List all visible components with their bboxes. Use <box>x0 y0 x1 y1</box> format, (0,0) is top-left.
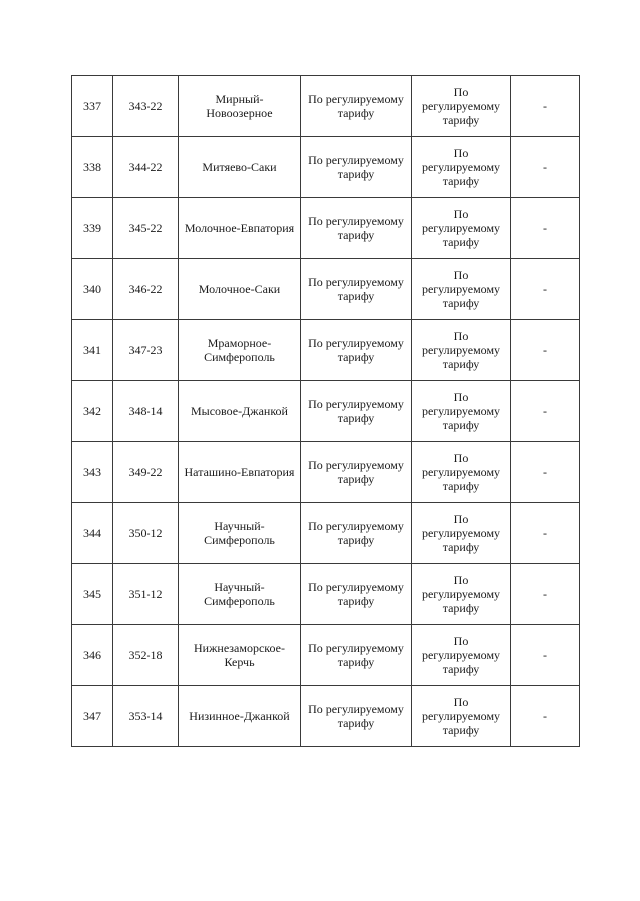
tariff-type-secondary-cell-text: По регулируемому тарифу <box>421 146 501 188</box>
tariff-type-cell-text: По регулируемому тарифу <box>308 702 404 730</box>
tariff-type-cell-text: По регулируемому тарифу <box>308 214 404 242</box>
extra-info-cell <box>511 381 580 442</box>
tariff-type-secondary-cell <box>412 381 511 442</box>
tariff-type-cell-text: По регулируемому тарифу <box>308 275 404 303</box>
extra-info-cell <box>511 137 580 198</box>
route-name-cell-text: Научный- Симферополь <box>204 580 275 608</box>
table-row <box>72 137 580 198</box>
registration-number-cell <box>113 564 179 625</box>
registration-number-cell <box>113 442 179 503</box>
tariff-type-secondary-cell-text: По регулируемому тарифу <box>421 451 501 493</box>
tariff-type-secondary-cell-text: По регулируемому тарифу <box>421 268 501 310</box>
tariff-type-secondary-cell-text: По регулируемому тарифу <box>421 512 501 554</box>
route-number-cell-text: 343 <box>83 465 101 479</box>
route-name-cell-text: Молочное-Саки <box>198 282 281 296</box>
tariff-type-secondary-cell <box>412 259 511 320</box>
tariff-type-cell <box>301 564 412 625</box>
routes-table-body <box>72 76 580 747</box>
route-number-cell <box>72 625 113 686</box>
tariff-type-cell-text: По регулируемому тарифу <box>308 92 404 120</box>
route-name-cell <box>179 625 301 686</box>
extra-info-cell-text: - <box>543 343 547 357</box>
extra-info-cell <box>511 503 580 564</box>
tariff-type-cell <box>301 259 412 320</box>
registration-number-cell <box>113 686 179 747</box>
extra-info-cell <box>511 564 580 625</box>
registration-number-cell <box>113 381 179 442</box>
route-number-cell-text: 347 <box>83 709 101 723</box>
tariff-type-cell <box>301 137 412 198</box>
extra-info-cell-text: - <box>543 526 547 540</box>
route-name-cell-text: Мирный- Новоозерное <box>206 92 273 120</box>
tariff-type-cell-text: По регулируемому тарифу <box>308 397 404 425</box>
table-row <box>72 320 580 381</box>
tariff-type-secondary-cell-text: По регулируемому тарифу <box>421 390 501 432</box>
route-number-cell <box>72 442 113 503</box>
tariff-type-cell <box>301 442 412 503</box>
route-name-cell-text: Нижнезаморское- Керчь <box>194 641 285 669</box>
tariff-type-cell <box>301 320 412 381</box>
route-number-cell-text: 340 <box>83 282 101 296</box>
table-row <box>72 564 580 625</box>
registration-number-cell-text: 350-12 <box>128 526 163 540</box>
route-name-cell-text: Митяево-Саки <box>202 160 277 174</box>
table-row <box>72 686 580 747</box>
registration-number-cell-text: 348-14 <box>128 404 163 418</box>
route-number-cell-text: 337 <box>83 99 101 113</box>
table-row <box>72 625 580 686</box>
route-number-cell-text: 338 <box>83 160 101 174</box>
route-number-cell <box>72 381 113 442</box>
route-number-cell <box>72 198 113 259</box>
extra-info-cell-text: - <box>543 221 547 235</box>
extra-info-cell-text: - <box>543 282 547 296</box>
route-name-cell <box>179 198 301 259</box>
tariff-type-cell <box>301 625 412 686</box>
tariff-type-secondary-cell <box>412 625 511 686</box>
route-name-cell-text: Мысовое-Джанкой <box>191 404 288 418</box>
route-number-cell-text: 339 <box>83 221 101 235</box>
tariff-type-cell <box>301 686 412 747</box>
extra-info-cell <box>511 625 580 686</box>
tariff-type-secondary-cell <box>412 76 511 137</box>
route-name-cell <box>179 76 301 137</box>
tariff-type-secondary-cell-text: По регулируемому тарифу <box>421 329 501 371</box>
route-number-cell <box>72 564 113 625</box>
route-number-cell <box>72 686 113 747</box>
extra-info-cell-text: - <box>543 99 547 113</box>
extra-info-cell <box>511 198 580 259</box>
route-number-cell <box>72 503 113 564</box>
route-name-cell-text: Низинное-Джанкой <box>189 709 290 723</box>
tariff-type-cell-text: По регулируемому тарифу <box>308 458 404 486</box>
registration-number-cell-text: 343-22 <box>128 99 163 113</box>
tariff-type-secondary-cell-text: По регулируемому тарифу <box>421 634 501 676</box>
route-number-cell-text: 344 <box>83 526 101 540</box>
route-name-cell <box>179 259 301 320</box>
registration-number-cell-text: 347-23 <box>128 343 163 357</box>
route-name-cell <box>179 137 301 198</box>
table-row <box>72 198 580 259</box>
registration-number-cell <box>113 625 179 686</box>
route-number-cell-text: 345 <box>83 587 101 601</box>
route-number-cell-text: 341 <box>83 343 101 357</box>
extra-info-cell-text: - <box>543 404 547 418</box>
route-number-cell <box>72 137 113 198</box>
tariff-type-secondary-cell-text: По регулируемому тарифу <box>421 695 501 737</box>
tariff-type-secondary-cell-text: По регулируемому тарифу <box>421 207 501 249</box>
extra-info-cell <box>511 76 580 137</box>
table-row <box>72 503 580 564</box>
route-number-cell <box>72 320 113 381</box>
route-name-cell-text: Молочное-Евпатория <box>184 221 295 235</box>
registration-number-cell <box>113 137 179 198</box>
registration-number-cell <box>113 76 179 137</box>
extra-info-cell-text: - <box>543 648 547 662</box>
registration-number-cell-text: 344-22 <box>128 160 163 174</box>
tariff-type-secondary-cell-text: По регулируемому тарифу <box>421 85 501 127</box>
routes-table <box>71 75 580 747</box>
table-row <box>72 259 580 320</box>
table-row <box>72 76 580 137</box>
table-row <box>72 442 580 503</box>
route-name-cell <box>179 686 301 747</box>
extra-info-cell-text: - <box>543 160 547 174</box>
extra-info-cell <box>511 686 580 747</box>
registration-number-cell-text: 345-22 <box>128 221 163 235</box>
extra-info-cell-text: - <box>543 465 547 479</box>
extra-info-cell <box>511 259 580 320</box>
tariff-type-secondary-cell <box>412 564 511 625</box>
tariff-type-secondary-cell <box>412 686 511 747</box>
tariff-type-cell <box>301 381 412 442</box>
route-number-cell-text: 346 <box>83 648 101 662</box>
route-number-cell <box>72 76 113 137</box>
tariff-type-cell-text: По регулируемому тарифу <box>308 519 404 547</box>
tariff-type-secondary-cell <box>412 198 511 259</box>
extra-info-cell <box>511 442 580 503</box>
tariff-type-secondary-cell <box>412 503 511 564</box>
registration-number-cell-text: 346-22 <box>128 282 163 296</box>
tariff-type-secondary-cell <box>412 442 511 503</box>
registration-number-cell-text: 353-14 <box>128 709 163 723</box>
registration-number-cell <box>113 259 179 320</box>
route-name-cell-text: Научный- Симферополь <box>204 519 275 547</box>
tariff-type-secondary-cell <box>412 137 511 198</box>
route-name-cell <box>179 381 301 442</box>
tariff-type-cell-text: По регулируемому тарифу <box>308 336 404 364</box>
table-row <box>72 381 580 442</box>
route-name-cell <box>179 320 301 381</box>
registration-number-cell-text: 352-18 <box>128 648 163 662</box>
route-name-cell <box>179 503 301 564</box>
tariff-type-cell-text: По регулируемому тарифу <box>308 580 404 608</box>
registration-number-cell-text: 349-22 <box>128 465 163 479</box>
tariff-type-secondary-cell <box>412 320 511 381</box>
route-name-cell-text: Наташино-Евпатория <box>184 465 295 479</box>
extra-info-cell-text: - <box>543 709 547 723</box>
route-number-cell-text: 342 <box>83 404 101 418</box>
tariff-type-cell-text: По регулируемому тарифу <box>308 641 404 669</box>
tariff-type-cell <box>301 198 412 259</box>
extra-info-cell-text: - <box>543 587 547 601</box>
route-number-cell <box>72 259 113 320</box>
registration-number-cell <box>113 198 179 259</box>
registration-number-cell <box>113 503 179 564</box>
tariff-type-cell <box>301 503 412 564</box>
route-name-cell <box>179 442 301 503</box>
extra-info-cell <box>511 320 580 381</box>
tariff-type-cell-text: По регулируемому тарифу <box>308 153 404 181</box>
registration-number-cell-text: 351-12 <box>128 587 163 601</box>
tariff-type-cell <box>301 76 412 137</box>
tariff-type-secondary-cell-text: По регулируемому тарифу <box>421 573 501 615</box>
route-name-cell <box>179 564 301 625</box>
registration-number-cell <box>113 320 179 381</box>
route-name-cell-text: Мраморное- Симферополь <box>204 336 275 364</box>
